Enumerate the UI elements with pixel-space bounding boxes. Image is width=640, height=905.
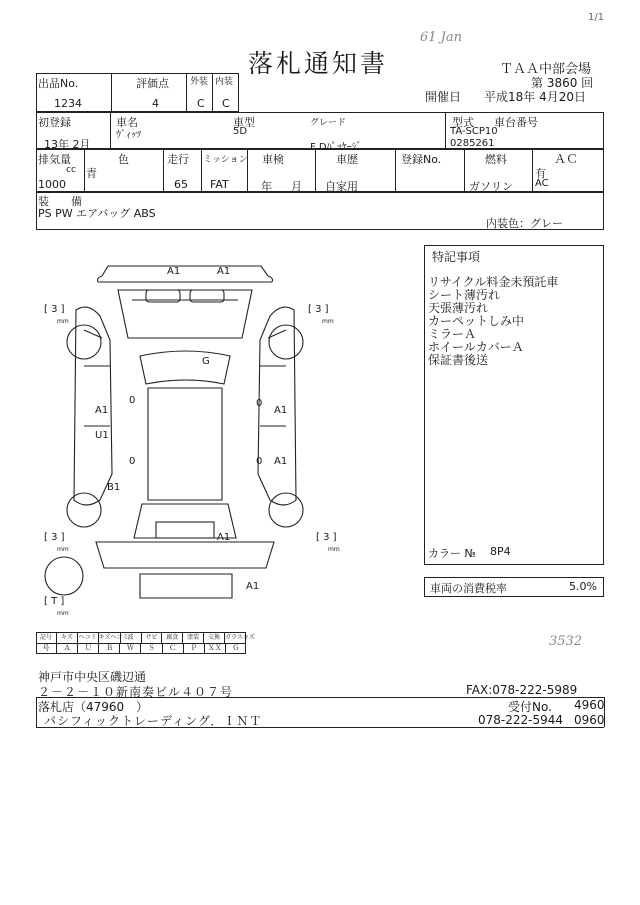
car-name: ｳﾞｨｯﾂ bbox=[116, 130, 141, 141]
legend-code-cell: Ｃ bbox=[163, 643, 184, 654]
mark-zero-1: 0 bbox=[129, 395, 136, 406]
chassis-value: 0285261 bbox=[450, 138, 495, 149]
color-value: 青 bbox=[86, 167, 97, 180]
tire-rear-right-unit: mm bbox=[328, 546, 340, 553]
legend-code-row bbox=[36, 643, 246, 654]
note-line: ホイールカバーＡ bbox=[428, 340, 524, 354]
mission-label: ミッション bbox=[203, 155, 248, 165]
tax-label: 車両の消費税率 bbox=[430, 582, 507, 595]
buyer-phone: 078-222-5944 bbox=[478, 713, 564, 727]
legend-title-row bbox=[36, 632, 255, 643]
inspection-year: 年 bbox=[261, 180, 272, 193]
tire-rear-right bbox=[269, 493, 303, 527]
mission-value: FAT bbox=[210, 178, 229, 191]
color-code-label: カラー № bbox=[428, 547, 476, 560]
handwritten-number: 3532 bbox=[549, 634, 583, 649]
exhibit-no: 1234 bbox=[54, 97, 82, 110]
legend-title-cell: キズヘコミ bbox=[98, 634, 129, 641]
equipment-value: PS PW エアバッグ ABS bbox=[38, 207, 156, 220]
legend-code-cell: Ｐ bbox=[184, 643, 205, 654]
note-line: 保証書後送 bbox=[428, 353, 489, 367]
receipt-no: 4960 bbox=[574, 698, 605, 712]
inspection-month: 月 bbox=[291, 180, 302, 193]
chassis-label: 車台番号 bbox=[494, 116, 538, 129]
color-label: 色 bbox=[118, 153, 129, 166]
mark-windshield: G bbox=[202, 356, 210, 367]
mark-left-rear: B1 bbox=[107, 482, 121, 493]
legend-title-cell: ヘコミ bbox=[78, 634, 97, 641]
session: 第 3860 回 bbox=[531, 76, 594, 90]
roof-outline bbox=[148, 388, 222, 500]
tire-front-left-label: [ 3 ] bbox=[44, 304, 65, 315]
int-label: 内装 bbox=[215, 77, 234, 87]
fuel-value: ガソリン bbox=[469, 180, 513, 193]
legend-title-cell: キズ bbox=[57, 632, 78, 643]
fax: FAX:078-222-5989 bbox=[466, 683, 578, 697]
grade-label: 評価点 bbox=[136, 77, 169, 90]
reg-no-label: 登録No. bbox=[401, 153, 442, 166]
address-line2: ２－２－１０新南奏ビル４０７号 bbox=[38, 685, 234, 699]
first-reg-label: 初登録 bbox=[38, 116, 71, 129]
tire-spare bbox=[45, 557, 83, 595]
tire-spare-unit: mm bbox=[57, 610, 69, 617]
buyer-name: パシフィックトレーディング．ＩＮＴ bbox=[44, 714, 263, 728]
mark-left-front-door: A1 bbox=[95, 405, 109, 416]
hood-outline bbox=[118, 290, 252, 338]
inspection-label: 車検 bbox=[262, 153, 284, 166]
rear-bumper-outline bbox=[96, 542, 274, 568]
legend-code-cell: Ｕ bbox=[78, 643, 99, 654]
legend-code-cell: Ｓ bbox=[141, 643, 162, 654]
mark-zero-2: 0 bbox=[129, 456, 136, 467]
mark-zero-4: 0 bbox=[256, 456, 263, 467]
legend-title-cell: 波 bbox=[121, 632, 142, 643]
handwritten-note: 61 Jan bbox=[420, 30, 463, 45]
ext-value: C bbox=[197, 97, 205, 110]
mark-left-rear-door: U1 bbox=[95, 430, 109, 441]
tax-value: 5.0% bbox=[569, 580, 597, 593]
tire-rear-left-label: [ 3 ] bbox=[44, 532, 65, 543]
fuel-label: 燃料 bbox=[485, 153, 507, 166]
body-value: 5D bbox=[233, 126, 248, 137]
mark-right-rear-door: A1 bbox=[274, 456, 288, 467]
rear-lower-outline bbox=[140, 574, 232, 598]
interior-color: 内装色：グレー bbox=[486, 217, 563, 230]
displacement-unit: cc bbox=[66, 165, 76, 175]
date-value: 平成18年 4月20日 bbox=[484, 90, 586, 104]
tire-front-left-unit: mm bbox=[57, 318, 69, 325]
mark-front-right: A1 bbox=[217, 266, 231, 277]
legend-title-cell: 記号 bbox=[36, 632, 57, 643]
exhibit-no-label: 出品No. bbox=[38, 77, 79, 90]
car-name-label: 車名 bbox=[116, 116, 138, 129]
history-label: 車歴 bbox=[336, 153, 358, 166]
grade-name-label: グレード bbox=[310, 118, 347, 128]
color-code: 8P4 bbox=[490, 545, 511, 558]
model-value: TA-SCP10 bbox=[450, 126, 498, 137]
date-label: 開催日 bbox=[425, 90, 462, 104]
legend-code-cell: ＸＸ bbox=[205, 643, 226, 654]
mileage-label: 走行 bbox=[167, 153, 189, 166]
notes-list bbox=[428, 276, 558, 367]
ac-label: ＡＣ bbox=[554, 152, 579, 166]
tire-rear-right-label: [ 3 ] bbox=[316, 532, 337, 543]
note-line: 天張薄汚れ bbox=[428, 301, 489, 315]
history-value: 自家用 bbox=[325, 180, 358, 193]
displacement-label: 排気量 bbox=[38, 153, 71, 166]
grade-name: F Dﾊﾟｯｹｰｼﾞ bbox=[310, 142, 362, 153]
mark-rear-top: A1 bbox=[217, 532, 231, 543]
legend-code-cell: Ｗ bbox=[120, 643, 141, 654]
legend-code-cell: 号 bbox=[36, 643, 57, 654]
venue: ＴＡＡ中部会場 bbox=[500, 62, 592, 77]
page-title: 落札通知書 bbox=[248, 49, 389, 78]
grade-value: 4 bbox=[152, 97, 159, 110]
mileage-value: 65 bbox=[174, 178, 188, 191]
mark-right-front-door: A1 bbox=[274, 405, 288, 416]
note-line: リサイクル料金未預託車 bbox=[428, 275, 559, 289]
legend-title-cell: 交換 bbox=[204, 632, 225, 643]
notes-header: 特記事項 bbox=[432, 250, 481, 264]
legend-title-cell: サビ bbox=[142, 632, 163, 643]
equipment-label: 装 備 bbox=[38, 195, 82, 208]
mark-rear-bottom: A1 bbox=[246, 581, 260, 592]
front-bumper-outline bbox=[102, 266, 268, 276]
rear-plate-area bbox=[156, 522, 214, 538]
legend-code-cell: Ａ bbox=[57, 643, 78, 654]
legend-title-cell: ガラスキズ bbox=[225, 634, 255, 641]
displacement-value: 1000 bbox=[38, 178, 66, 191]
receipt-label: 受付No. bbox=[508, 700, 552, 714]
windshield-outline bbox=[140, 351, 230, 384]
note-line: シート薄汚れ bbox=[428, 288, 501, 302]
tire-front-right-unit: mm bbox=[322, 318, 334, 325]
legend-title-cell: 腐食 bbox=[162, 632, 183, 643]
ac-type: AC bbox=[535, 178, 549, 189]
model-label: 型式 bbox=[452, 116, 474, 129]
int-value: C bbox=[222, 97, 230, 110]
legend-code-cell: Ｇ bbox=[232, 644, 240, 652]
tire-front-right-label: [ 3 ] bbox=[308, 304, 329, 315]
legend-code-cell: Ｂ bbox=[99, 643, 120, 654]
buyer-phone-code: 0960 bbox=[574, 713, 605, 727]
note-line: カーペットしみ中 bbox=[428, 314, 525, 328]
car-condition-diagram bbox=[36, 238, 366, 628]
tire-rear-left bbox=[67, 493, 101, 527]
mark-front-left: A1 bbox=[167, 266, 181, 277]
address-line1: 神戸市中央区磯辺通 bbox=[38, 670, 147, 684]
tire-rear-left-unit: mm bbox=[57, 546, 69, 553]
note-line: ミラーＡ bbox=[428, 327, 477, 341]
page-number: 1/1 bbox=[588, 12, 605, 23]
mark-zero-3: 0 bbox=[256, 398, 263, 409]
buyer-label: 落札店（47960 ） bbox=[38, 700, 149, 714]
first-reg: 13年 2月 bbox=[44, 138, 91, 151]
ac-have: 有 bbox=[535, 167, 546, 180]
legend-title-cell: 塗装 bbox=[183, 632, 204, 643]
body-label: 車型 bbox=[233, 116, 255, 129]
tire-spare-label: [ T ] bbox=[44, 596, 65, 607]
ext-label: 外装 bbox=[190, 77, 209, 87]
